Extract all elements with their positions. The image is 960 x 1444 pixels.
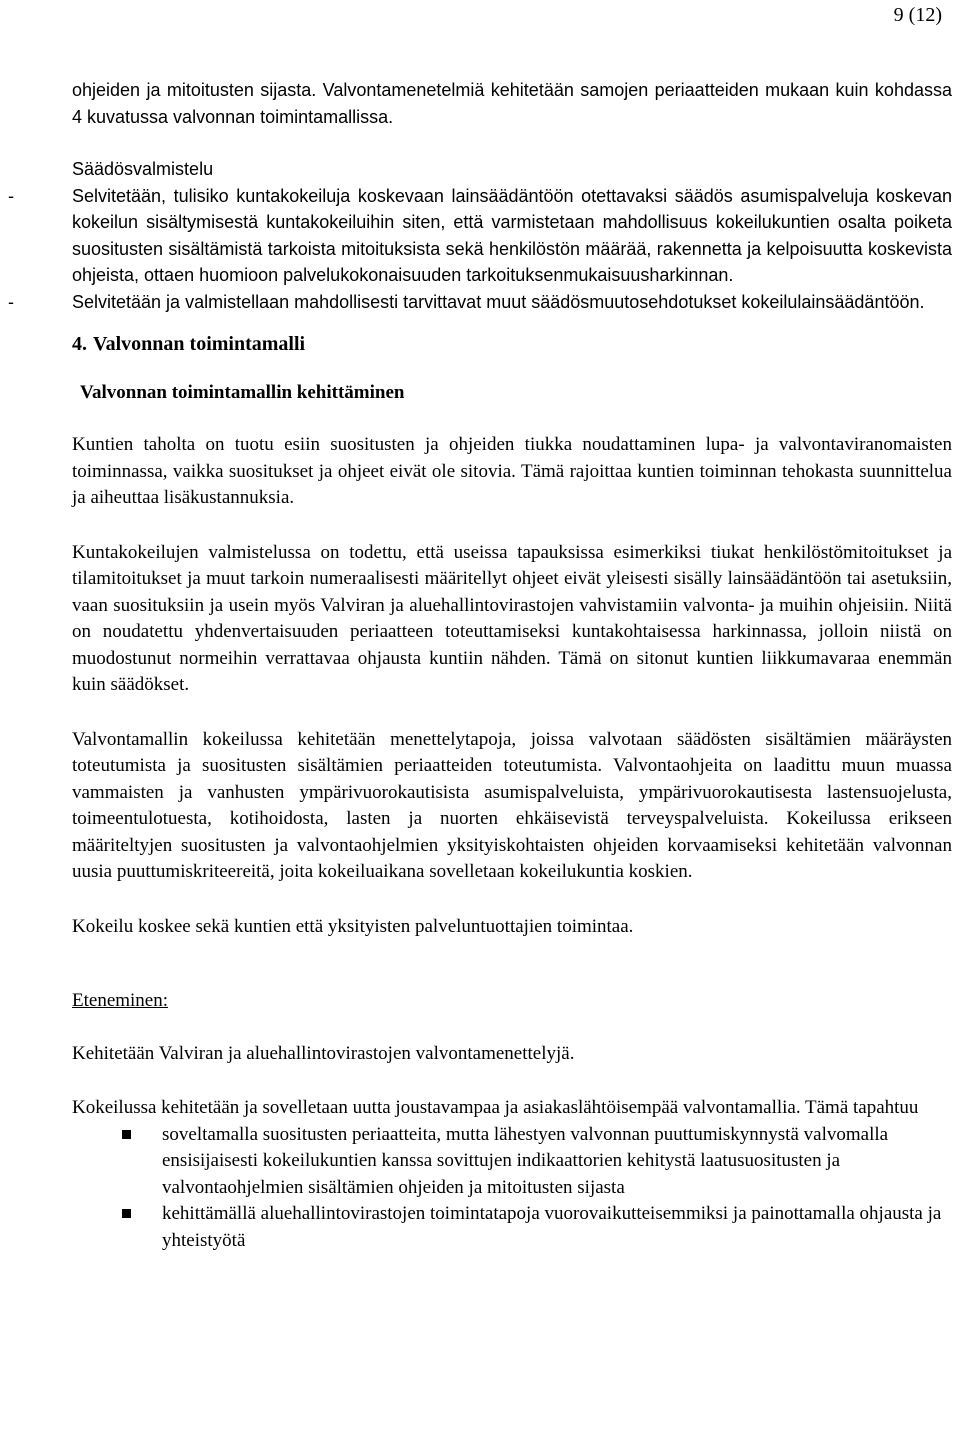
paragraph: Kuntakokeilujen valmistelussa on todettu, että useissa tapauksissa esimerkiksi tiukat henkilöstömitoitukset ja tilamitoitukset ja muut tarkoin numeraalisesti määritellyt ohjeet eivät yleisesti sisälly lainsäädäntöön tai asetuksiin, vaan suosituksiin ja usein myös Valviran ja aluehallintovirastojen vahvistamiin valvonta- ja muihin ohjeisiin. Niitä on noudatettu yhdenvertaisuuden periaatteen toteuttamiseksi kuntakohtaisessa harkinnassa, jolloin niistä on muodostunut normeihin verrattavaa ohjausta kuntiin nähden. Tämä on sitonut kuntien liikkumavaraa enemmän kuin säädökset. [72, 541, 952, 695]
bullet-item: soveltamalla suositusten periaatteita, mutta lähestyen valvonnan puuttumiskynnystä valvomalla ensisijaisesti kokeilukuntien kanssa sovittujen indikaattorien kehitystä laatusuositusten ja valvontaohjelmien sisältämien ohjeiden ja mitoitusten sijasta [162, 1122, 952, 1202]
eteneminen-bullets [72, 1122, 952, 1255]
section-heading [72, 331, 952, 358]
paragraph: Kokeilussa kehitetään ja sovelletaan uutta joustavampaa ja asiakaslähtöisempää valvontamallia. Tämä tapahtuu [72, 1097, 919, 1118]
paragraph: Valvontamallin kokeilussa kehitetään menettelytapoja, joissa valvotaan säädösten sisältämien määräysten toteutumista ja suositusten sisältämien periaatteiden toteutumista. Valvontaohjeita on laadittu muun muassa vammaisten ja vanhusten ympärivuorokautisista asumispalveluista, ympärivuorokautisesta lastensuojelusta, toimeentulotuesta, kotihoidosta, lasten ja nuorten ehkäisevistä terveyspalveluista. Kokeilussa erikseen määriteltyjen suositusten ja valvontaohjelmien yksityiskohtaisten ohjeiden korvaamiseksi kehitetään valvonnan uusia puuttumiskriteereitä, joita kokeiluaikana sovelletaan kokeilukuntia koskien. [72, 728, 952, 882]
saados-item: - Selvitetään ja valmistellaan mahdollisesti tarvittavat muut säädösmuutosehdotukset kokeilulainsäädäntöön. [72, 289, 952, 316]
paragraph: Kuntien taholta on tuotu esiin suositusten ja ohjeiden tiukka noudattaminen lupa- ja valvontaviranomaisten toiminnassa, vaikka suositukset ja ohjeet eivät ole sitovia. Tämä rajoittaa kuntien toiminnan tehokasta suunnittelua ja aiheuttaa lisäkustannuksia. [72, 434, 952, 508]
subsection-heading: Valvonnan toimintamallin kehittäminen [80, 381, 405, 403]
section-number: 4. [72, 333, 87, 355]
section-title: Valvonnan toimintamalli [93, 333, 306, 355]
saados-heading: Säädösvalmistelu [72, 159, 214, 179]
eteneminen-heading: Eteneminen: [72, 990, 169, 1011]
page-number: 9 (12) [893, 4, 942, 26]
saados-item: - Selvitetään, tulisiko kuntakokeiluja koskevaan lainsäädäntöön otettavaksi säädös asumispalveluja koskevan kokeilun sisältymisestä kuntakokeiluihin siten, että varmistetaan mahdollisuus kokeilukuntien osalta poiketa suositusten sisältämistä tarkoista mitoituksista sekä henkilöstön määrää, rakennetta ja kelpoisuutta koskevista ohjeista, ottaen huomioon palvelukokonaisuuden tarkoituksenmukaisuusharkinnan. [72, 183, 952, 289]
document-body [72, 77, 952, 1254]
paragraph: Kehitetään Valviran ja aluehallintovirastojen valvontamenettelyjä. [72, 1042, 575, 1064]
paragraph: Kokeilu koskee sekä kuntien että yksityisten palveluntuottajien toimintaa. [72, 915, 634, 937]
bullet-item: kehittämällä aluehallintovirastojen toimintatapoja vuorovaikutteisemmiksi ja painottamalla ohjausta ja yhteistyötä [162, 1201, 952, 1254]
saados-list [72, 183, 952, 316]
intro-paragraph: ohjeiden ja mitoitusten sijasta. Valvontamenetelmiä kehitetään samojen periaatteiden mukaan kuin kohdassa 4 kuvatussa valvonnan toimintamallissa. [72, 80, 952, 127]
